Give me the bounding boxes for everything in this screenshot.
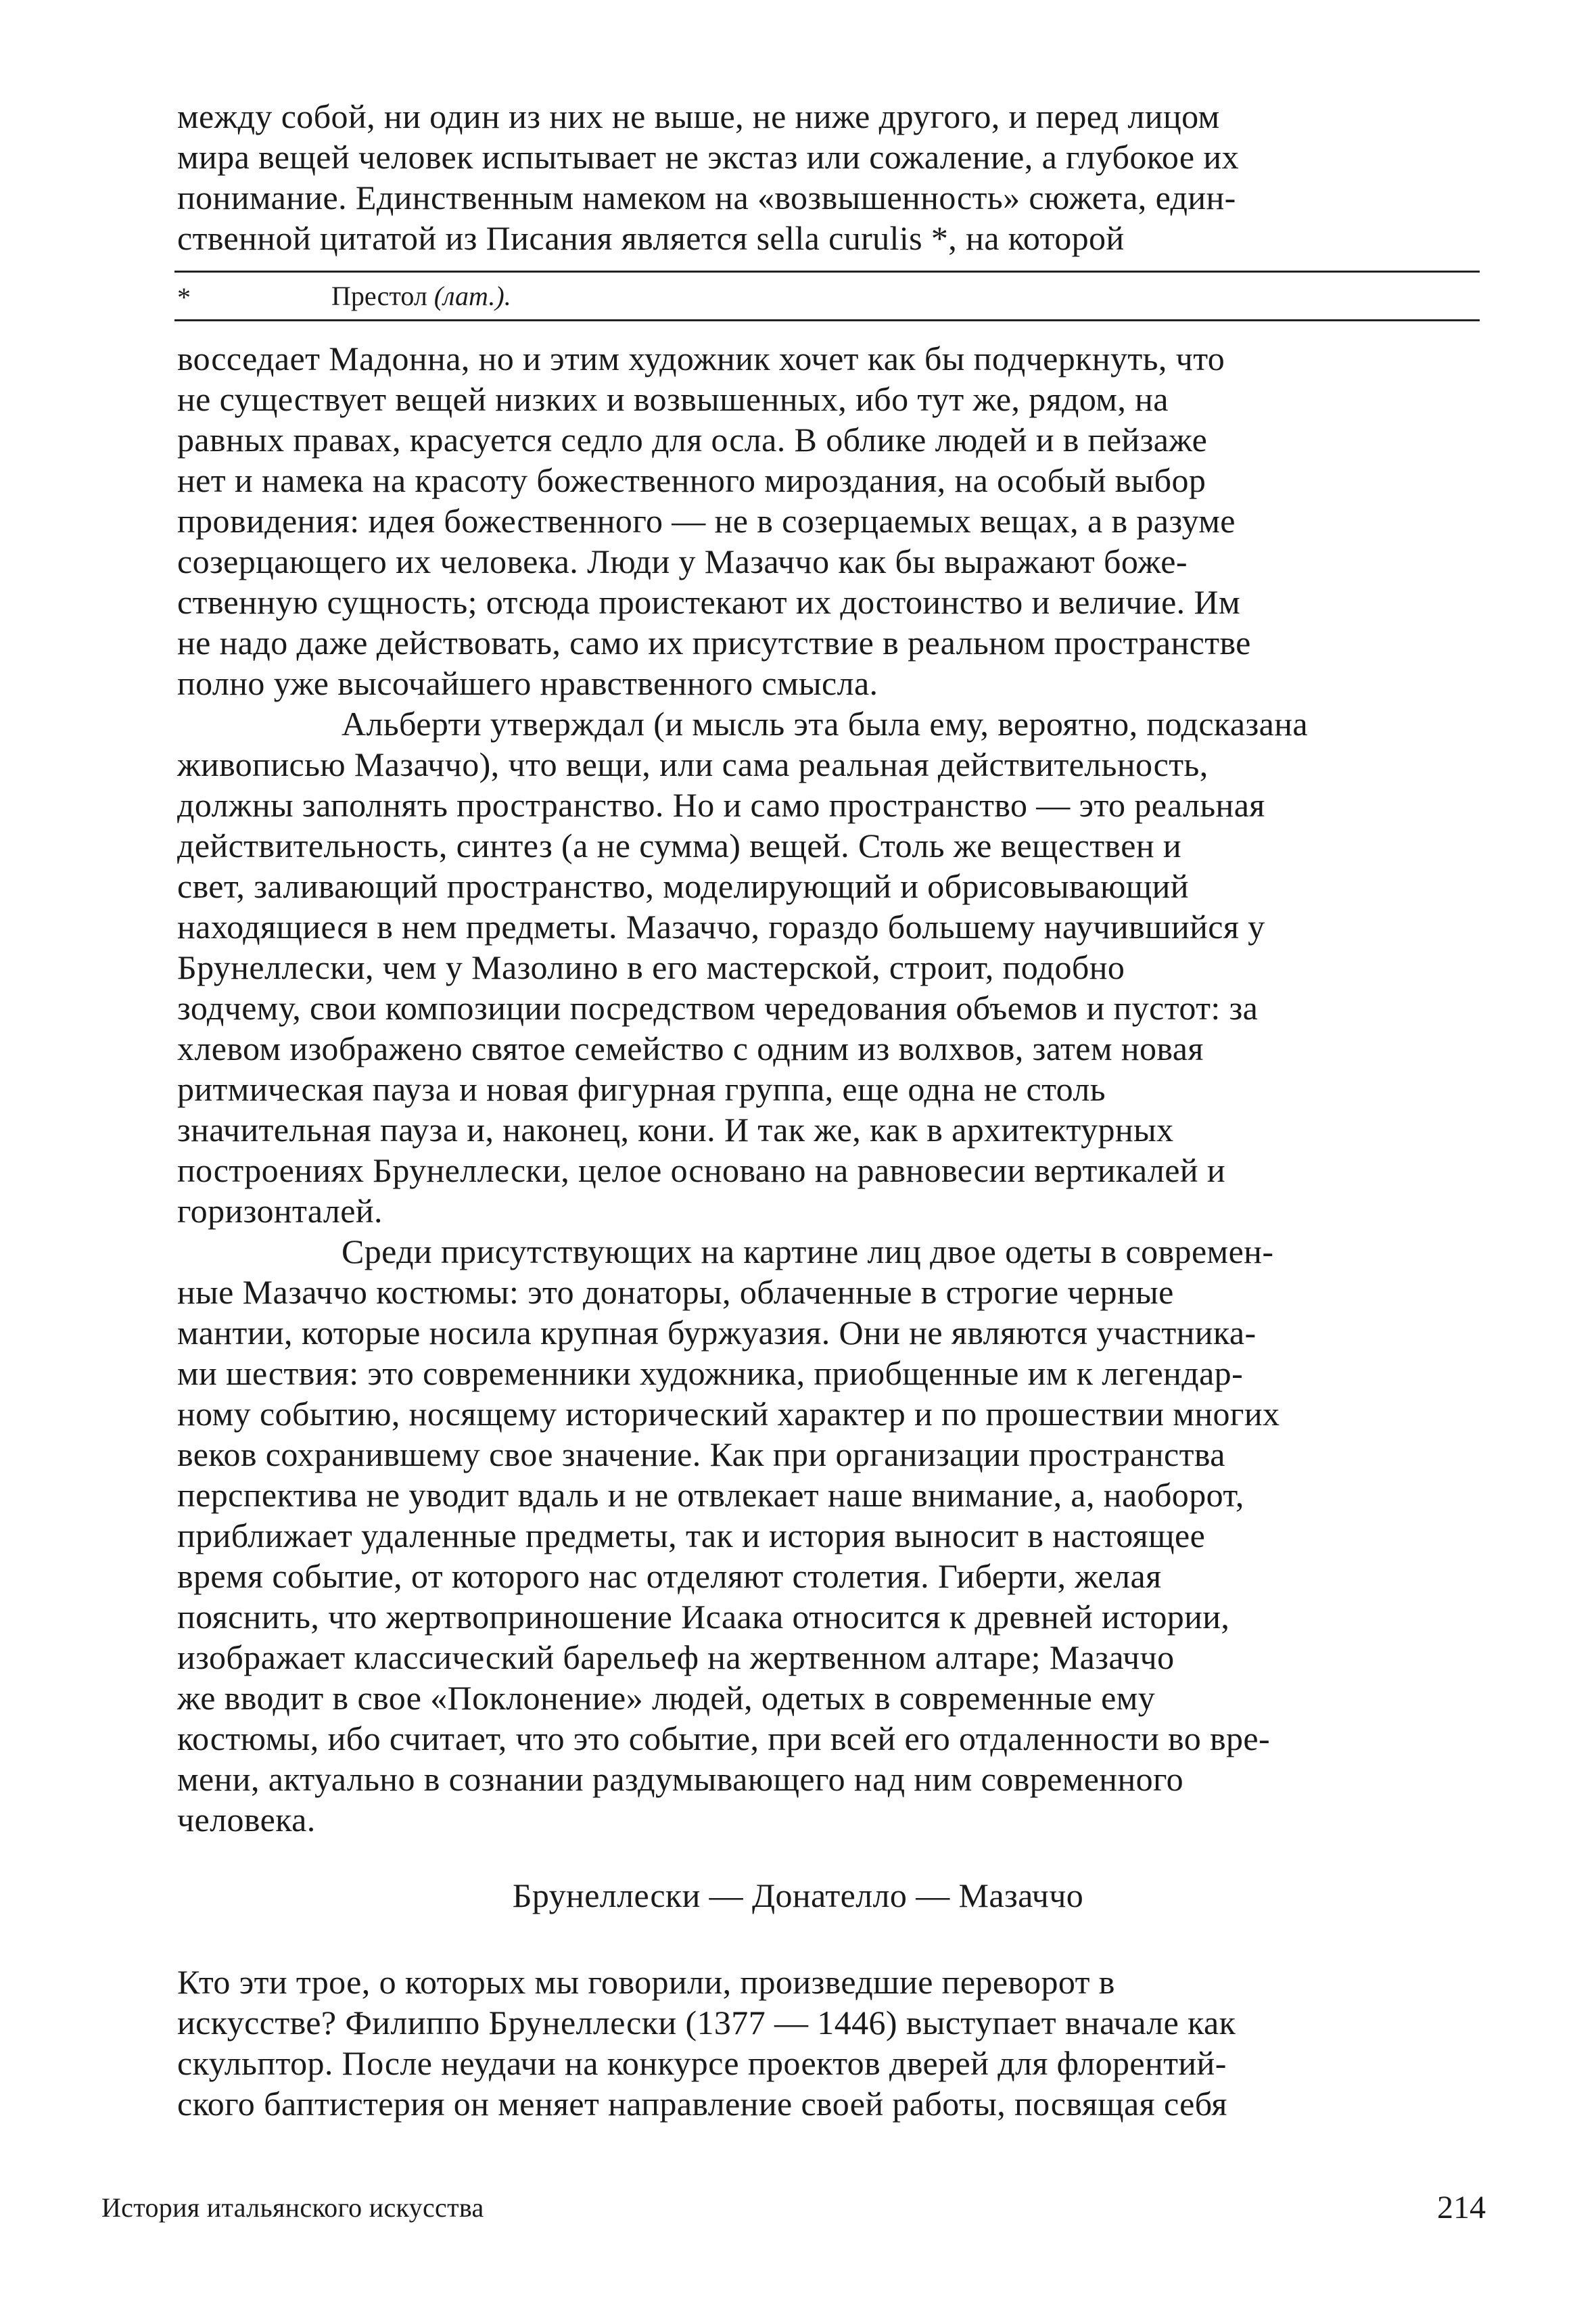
text-line: перспектива не уводит вдаль и не отвлекает наше внимание, а, наоборот, bbox=[177, 1476, 1244, 1514]
text-line: восседает Мадонна, но и этим художник хочет как бы подчеркнуть, что bbox=[177, 340, 1225, 377]
text-line: же вводит в свое «Поклонение» людей, одетых в современные ему bbox=[177, 1679, 1156, 1717]
text-line: между собой, ни один из них не выше, не ниже другого, и перед лицом bbox=[177, 97, 1220, 135]
footnote-mark: * bbox=[177, 282, 191, 313]
text-line: ственной цитатой из Писания является sella curulis *, на которой bbox=[177, 219, 1125, 257]
footnote-rule-bottom bbox=[174, 319, 1480, 321]
text-line: мира вещей человек испытывает не экстаз или сожаление, а глубокое их bbox=[177, 138, 1239, 176]
text-line: построениях Брунеллески, целое основано на равновесии вертикалей и bbox=[177, 1151, 1226, 1189]
text-line: изображает классический барельеф на жертвенном алтаре; Мазаччо bbox=[177, 1638, 1175, 1676]
text-line: мантии, которые носила крупная буржуазия. Они не являются участника- bbox=[177, 1314, 1257, 1352]
page-number: 214 bbox=[1437, 2190, 1486, 2225]
text-line: Кто эти трое, о которых мы говорили, произведшие переворот в bbox=[177, 1963, 1115, 2001]
text-line: нет и намека на красоту божественного мироздания, на особый выбор bbox=[177, 461, 1206, 499]
text-line: ритмическая пауза и новая фигурная группа, еще одна не столь bbox=[177, 1070, 1106, 1108]
text-line: должны заполнять пространство. Но и само пространство — это реальная bbox=[177, 786, 1265, 824]
section-heading: Брунеллески — Донателло — Мазаччо bbox=[512, 1876, 1084, 1914]
text-line: действительность, синтез (а не сумма) вещей. Столь же веществен и bbox=[177, 827, 1182, 864]
text-line: находящиеся в нем предметы. Мазаччо, гораздо большему научившийся у bbox=[177, 908, 1265, 946]
text-line: приближает удаленные предметы, так и история выносит в настоящее bbox=[177, 1517, 1206, 1554]
text-line: значительная пауза и, наконец, кони. И так же, как в архитектурных bbox=[177, 1111, 1174, 1149]
text-line: не надо даже действовать, само их присутствие в реальном пространстве bbox=[177, 624, 1251, 662]
text-line: полно уже высочайшего нравственного смысла. bbox=[177, 664, 878, 702]
text-line: живописью Мазаччо), что вещи, или сама реальная действительность, bbox=[177, 745, 1208, 783]
footnote-lang: (лат.). bbox=[433, 281, 511, 311]
text-line: ному событию, носящему исторический характер и по прошествии многих bbox=[177, 1395, 1280, 1433]
footnote-word: Престол bbox=[331, 281, 427, 311]
text-line: равных правах, красуется седло для осла. В облике людей и в пейзаже bbox=[177, 421, 1208, 459]
text-line: пояснить, что жертвоприношение Исаака относится к древней истории, bbox=[177, 1598, 1230, 1636]
text-line: человека. bbox=[177, 1801, 316, 1839]
footnote-text bbox=[331, 280, 511, 313]
text-line: веков сохранившему свое значение. Как при организации пространства bbox=[177, 1435, 1225, 1473]
text-line: мени, актуально в сознании раздумывающего над ним современного bbox=[177, 1760, 1184, 1798]
text-line: зодчему, свои композиции посредством чередования объемов и пустот: за bbox=[177, 989, 1259, 1027]
text-line: Среди присутствующих на картине лиц двое одеты в современ- bbox=[342, 1232, 1274, 1270]
footnote-rule-top bbox=[174, 271, 1480, 273]
text-line: понимание. Единственным намеком на «возвышенность» сюжета, един- bbox=[177, 179, 1236, 216]
text-line: костюмы, ибо считает, что это событие, при всей его отдаленности во вре- bbox=[177, 1720, 1271, 1757]
text-line: ственную сущность; отсюда проистекают их достоинство и величие. Им bbox=[177, 583, 1241, 621]
text-line: созерцающего их человека. Люди у Мазаччо как бы выражают боже- bbox=[177, 543, 1188, 580]
text-line: ные Мазаччо костюмы: это донаторы, облаченные в строгие черные bbox=[177, 1273, 1174, 1311]
text-line: Брунеллески, чем у Мазолино в его мастерской, строит, подобно bbox=[177, 948, 1125, 986]
text-line: время событие, от которого нас отделяют столетия. Гиберти, желая bbox=[177, 1557, 1162, 1595]
text-line: Альберти утверждал (и мысль эта была ему, вероятно, подсказана bbox=[342, 705, 1308, 743]
text-line: ского баптистерия он меняет направление своей работы, посвящая себя bbox=[177, 2085, 1227, 2123]
text-line: провидения: идея божественного — не в созерцаемых вещах, а в разуме bbox=[177, 502, 1236, 540]
text-line: скульптор. После неудачи на конкурсе проектов дверей для флорентий- bbox=[177, 2044, 1227, 2082]
text-line: свет, заливающий пространство, моделирующий и обрисовывающий bbox=[177, 867, 1189, 905]
text-line: искусстве? Филиппо Брунеллески (1377 — 1446) выступает вначале как bbox=[177, 2004, 1236, 2041]
text-line: ми шествия: это современники художника, приобщенные им к легендар- bbox=[177, 1354, 1244, 1392]
text-line: не существует вещей низких и возвышенных, ибо тут же, рядом, на bbox=[177, 380, 1169, 418]
text-line: хлевом изображено святое семейство с одним из волхвов, затем новая bbox=[177, 1030, 1204, 1067]
text-line: горизонталей. bbox=[177, 1192, 383, 1230]
running-title: История итальянского искусства bbox=[101, 2192, 484, 2223]
